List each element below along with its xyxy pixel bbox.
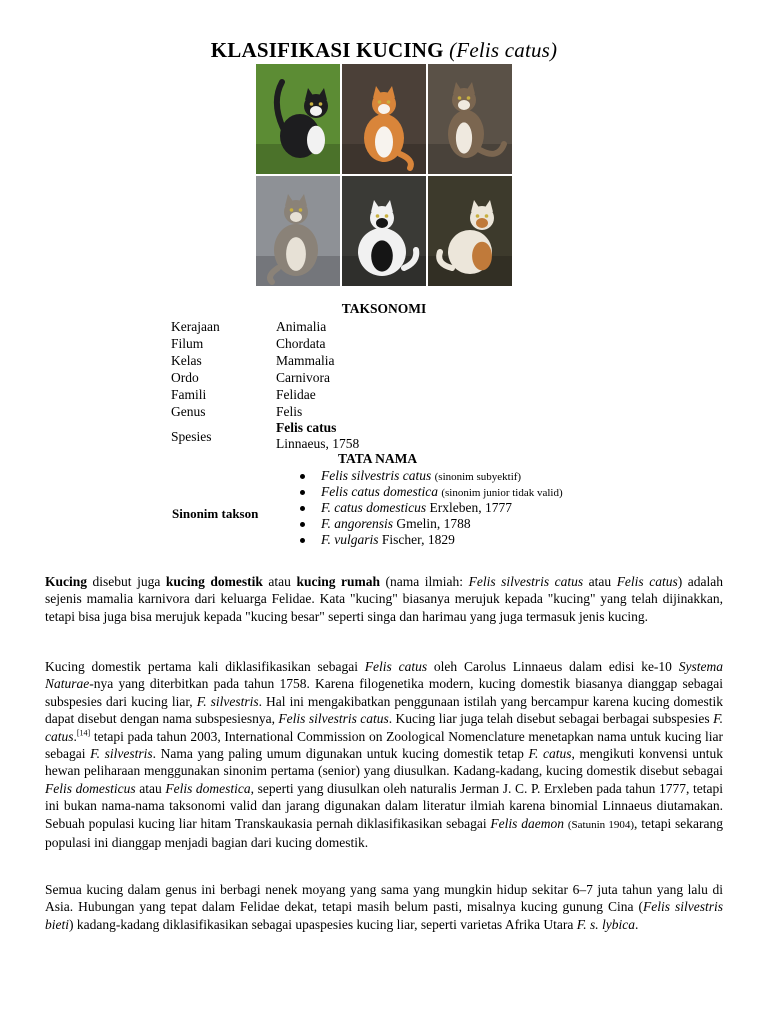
cat-eye [458, 96, 462, 100]
rank-value: Mammalia [276, 353, 335, 368]
cat-photo-2 [342, 64, 426, 174]
cat-muzzle [476, 218, 488, 228]
list-item: F. angorensis Gmelin, 1788 [298, 516, 563, 532]
rank-label: Kerajaan [171, 319, 220, 334]
title-main: KLASIFIKASI KUCING [210, 38, 444, 62]
cat-muzzle [290, 212, 302, 222]
cat-eye [385, 214, 389, 218]
paragraph-intro: Kucing disebut juga kucing domestik atau kucing rumah (nama ilmiah: Felis silvestris catus atau Felis catus) adalah sejenis mamalia karnivora dari keluarga Felidae. Kata "kucing" biasanya merujuk kepada "kucing" yang telah dijinakkan, tetapi bisa juga bisa merujuk kepada "kucing besar" seperti singa dan harimau yang juga termasuk jenis kucing. [45, 574, 723, 624]
rank-value: Chordata [276, 336, 326, 351]
species-authority: Linnaeus, 1758 [276, 436, 360, 451]
cat-chest [472, 242, 492, 271]
rank-value: Carnivora [276, 370, 330, 385]
rank-value: Felis [276, 404, 303, 419]
cat-chest [375, 126, 393, 157]
rank-label: Kelas [171, 353, 202, 368]
rank-label: Famili [171, 387, 207, 402]
title-scientific-name: (Felis catus) [449, 38, 558, 62]
taxonomy-heading: TAKSONOMI [341, 301, 427, 316]
cat-muzzle [378, 104, 390, 114]
synonym-list [298, 468, 563, 548]
rank-value: Animalia [276, 319, 327, 334]
cat-muzzle [310, 106, 322, 116]
species-name: Felis catus [276, 420, 337, 435]
cat-chest [371, 240, 393, 271]
list-item: Felis catus domestica (sinonim junior tidak valid) [298, 484, 563, 500]
rank-label: Spesies [171, 429, 212, 444]
cat-eye [378, 100, 382, 104]
rank-value: Felidae [276, 387, 316, 402]
cat-eye [376, 214, 380, 218]
list-item: F. vulgaris Fischer, 1829 [298, 532, 563, 548]
cat-eye [387, 100, 391, 104]
cat-photo-4 [256, 176, 340, 286]
list-item: Felis silvestris catus (sinonim subyektif) [298, 468, 563, 484]
rank-label: Filum [171, 336, 204, 351]
tata-nama-heading: TATA NAMA [338, 451, 418, 466]
citation-link[interactable]: [14] [76, 728, 91, 738]
cat-chest [456, 122, 472, 153]
cat-eye [467, 96, 471, 100]
cat-eye [476, 214, 480, 218]
cat-photo-grid [256, 64, 512, 286]
paragraph-ancestry: Semua kucing dalam genus ini berbagi nenek moyang yang sama yang mungkin hidup sekitar 6–7 juta tahun yang lalu di Asia. Hubungan yang tepat dalam Felidae dekat, tetapi masih belum pasti, misalnya kucing gunung Cina (Felis silvestris bieti) kadang-kadang diklasifikasikan sebagai upaspesies kucing liar, seperti varietas Afrika Utara F. s. lybica. [45, 882, 723, 932]
cat-photo-3 [428, 64, 512, 174]
species-value [276, 420, 359, 452]
cat-eye [310, 102, 314, 106]
cat-eye [319, 102, 323, 106]
paragraph-classification: Kucing domestik pertama kali diklasifikasikan sebagai Felis catus oleh Carolus Linnaeus dalam edisi ke-10 Systema Naturae-nya yang diterbitkan pada tahun 1758. Karena filogenetika modern, kucing domestik biasanya dianggap sebagai subspesies dari kucing liar, F. silvestris. Hal ini mengakibatkan penggunaan istilah yang bercampur karena kucing domestik dapat disebut dengan nama subspesiesnya, Felis silvestris catus. Kucing liar juga telah disebut sebagai berbagai subspesies F. catus.[14] tetapi pada tahun 2003, International Commission on Zoological Nomenclature menetapkan nama untuk kucing liar sebagai F. silvestris. Nama yang paling umum digunakan untuk kucing domestik tetap F. catus, mengikuti konvensi untuk hewan peliharaan menggunakan sinonim pertama (senior) yang diusulkan. Kadang-kadang, kucing domestik disebut sebagai Felis domesticus atau Felis domestica, seperti yang diusulkan oleh naturalis Jerman J. C. P. Erxleben pada tahun 1777, tetapi ini bukan nama-nama taksonomi valid dan jarang digunakan dalam literatur ilmiah karena binomial Linnaeus diutamakan. Sebuah populasi kucing liar hitam Transkaukasia pernah diklasifikasikan sebagai Felis daemon (Satunin 1904), tetapi sekarang populasi ini dianggap menjadi bagian dari kucing domestik. [45, 659, 724, 851]
list-item: F. catus domesticus Erxleben, 1777 [298, 500, 563, 516]
cat-muzzle [458, 100, 470, 110]
cat-chest [286, 237, 306, 271]
cat-eye [485, 214, 489, 218]
cat-muzzle [376, 218, 388, 228]
cat-eye [290, 208, 294, 212]
sinonim-label: Sinonim takson [172, 506, 259, 521]
cat-chest [307, 126, 325, 155]
cat-photo-6 [428, 176, 512, 286]
rank-label: Ordo [171, 370, 199, 385]
cat-photo-1 [256, 64, 340, 174]
rank-label: Genus [171, 404, 206, 419]
cat-eye [299, 208, 303, 212]
cat-photo-5 [342, 176, 426, 286]
page-title [0, 38, 768, 63]
